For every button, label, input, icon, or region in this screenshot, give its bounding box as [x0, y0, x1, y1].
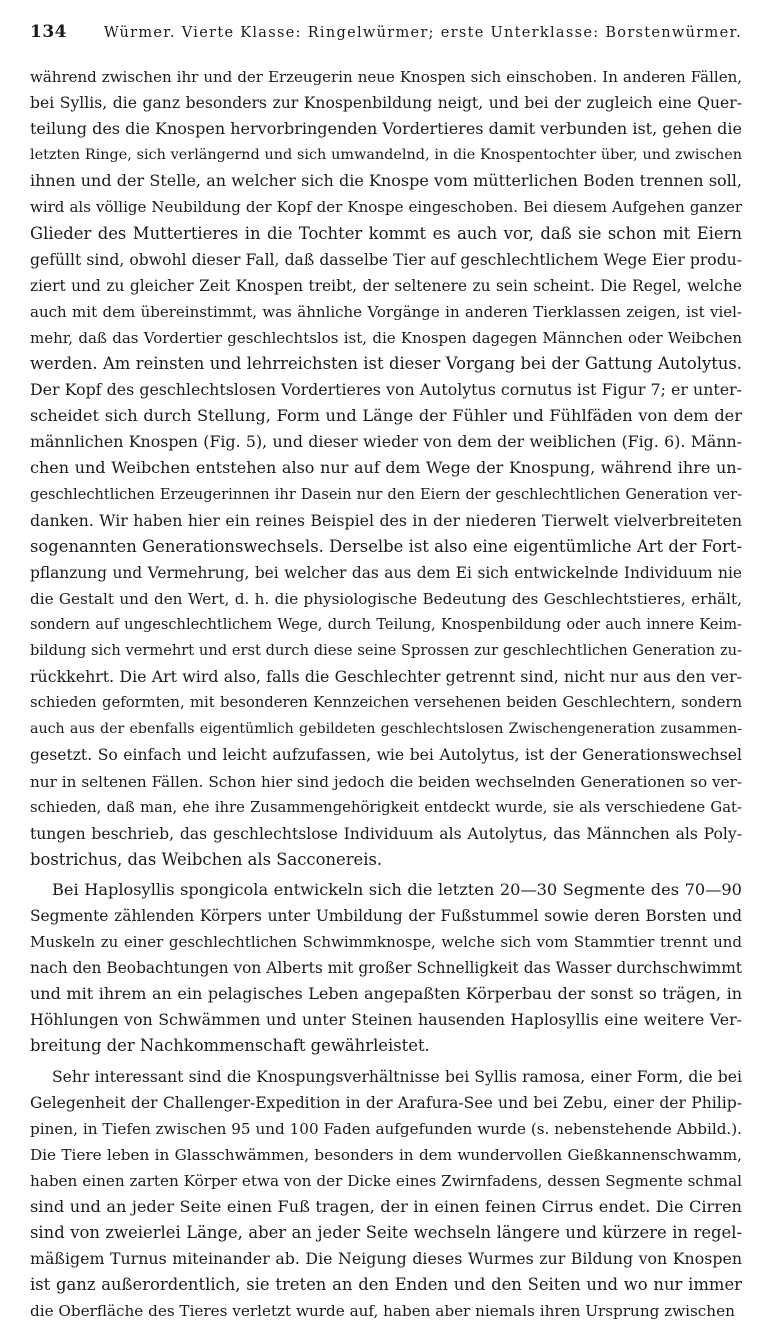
text-line: bildung sich vermehrt und erst durch diese seine Sprossen zur geschlechtlichen Generation zu-	[30, 642, 742, 660]
text-line: wird als völlige Neubildung der Kopf der Knospe eingeschoben. Bei diesem Aufgehen ganzer	[30, 198, 742, 217]
text-line: gesetzt. So einfach und leicht aufzufassen, wie bei Autolytus, ist der Generationswechsel	[30, 746, 742, 765]
text-line: letzten Ringe, sich verlängernd und sich umwandelnd, in die Knospentochter über, und zwischen	[30, 147, 742, 164]
text-line: sondern auf ungeschlechtlichem Wege, durch Teilung, Knospenbildung oder auch innere Keim-	[30, 615, 742, 633]
text-line: Glieder des Muttertieres in die Tochter kommt es auch vor, daß sie schon mit Eiern	[30, 223, 742, 243]
text-line: auch mit dem übereinstimmt, was ähnliche Vorgänge in anderen Tierklassen zeigen, ist viel-	[30, 302, 742, 321]
running-head-title: Würmer. Vierte Klasse: Ringelwürmer; erste Unterklasse: Borstenwürmer.	[103, 25, 742, 41]
text-line: tungen beschrieb, das geschlechtslose Individuum als Autolytus, das Männchen als Poly-	[30, 824, 742, 843]
body-text	[30, 64, 742, 1325]
text-line: rückkehrt. Die Art wird also, falls die Geschlechter getrennt sind, nicht nur aus den ver-	[30, 667, 742, 687]
text-line: breitung der Nachkommenschaft gewährleistet.	[30, 1036, 430, 1056]
text-line: mäßigem Turnus miteinander ab. Die Neigung dieses Wurmes zur Bildung von Knospen	[30, 1249, 742, 1269]
running-head	[30, 22, 742, 50]
text-line: auch aus der ebenfalls eigentümlich gebildeten geschlechtslosen Zwischengeneration zusammen-	[30, 721, 742, 738]
text-line: die Oberfläche des Tieres verletzt wurde auf, haben aber niemals ihren Ursprung zwischen	[30, 1302, 735, 1321]
page-number: 134	[30, 22, 67, 42]
text-line: Die Tiere leben in Glasschwämmen, besonders in dem wundervollen Gießkannenschwamm,	[30, 1145, 742, 1164]
text-line: teilung des die Knospen hervorbringenden Vordertieres damit verbunden ist, gehen die	[30, 119, 742, 139]
text-line: Sehr interessant sind die Knospungsverhältnisse bei Syllis ramosa, einer Form, die bei	[52, 1067, 742, 1086]
text-line: und mit ihrem an ein pelagisches Leben angepaßten Körperbau der sonst so trägen, in	[30, 984, 742, 1004]
text-line: nur in seltenen Fällen. Schon hier sind jedoch die beiden wechselnden Generationen so ver-	[30, 772, 742, 791]
text-line: mehr, daß das Vordertier geschlechtslos ist, die Knospen dagegen Männchen oder Weibchen	[30, 328, 742, 347]
text-line: ist ganz außerordentlich, sie treten an den Enden und den Seiten und wo nur immer	[30, 1275, 742, 1295]
text-line: ihnen und der Stelle, an welcher sich die Knospe vom mütterlichen Boden trennen soll,	[30, 171, 742, 191]
text-line: Segmente zählenden Körpers unter Umbildung der Fußstummel sowie deren Borsten und	[30, 907, 742, 925]
text-line: werden. Am reinsten und lehrreichsten ist dieser Vorgang bei der Gattung Autolytus.	[30, 354, 742, 374]
text-line: sogenannten Generationswechsels. Derselbe ist also eine eigentümliche Art der Fort-	[30, 536, 742, 556]
paragraph	[30, 877, 742, 1060]
text-line: schieden, daß man, ehe ihre Zusammengehörigkeit entdeckt wurde, sie als verschiedene Gat-	[30, 798, 742, 816]
text-line: Bei Haplosyllis spongicola entwickeln sich die letzten 20—30 Segmente des 70—90	[52, 879, 742, 899]
text-line: während zwischen ihr und der Erzeugerin neue Knospen sich einschoben. In anderen Fällen,	[30, 68, 742, 86]
text-line: bostrichus, das Weibchen als Sacconereis.	[30, 849, 383, 869]
text-line: haben einen zarten Körper etwa von der Dicke eines Zwirnfadens, dessen Segmente schmal	[30, 1171, 742, 1190]
text-line: Höhlungen von Schwämmen und unter Steinen hausenden Haplosyllis eine weitere Ver-	[30, 1010, 742, 1030]
text-line: chen und Weibchen entstehen also nur auf dem Wege der Knospung, während ihre un-	[30, 458, 742, 478]
text-line: ziert und zu gleicher Zeit Knospen treibt, der seltenere zu sein scheint. Die Regel, welche	[30, 276, 742, 295]
text-line: sind von zweierlei Länge, aber an jeder Seite wechseln längere und kürzere in regel-	[30, 1223, 742, 1243]
text-line: gefüllt sind, obwohl dieser Fall, daß dasselbe Tier auf geschlechtlichem Wege Eier produ-	[30, 250, 742, 269]
text-line: schieden geformten, mit besonderen Kennzeichen versehenen beiden Geschlechtern, sondern	[30, 694, 742, 712]
text-line: scheidet sich durch Stellung, Form und Länge der Fühler und Fühlfäden von dem der	[30, 406, 742, 426]
text-line: nach den Beobachtungen von Alberts mit großer Schnelligkeit das Wasser durchschwimmt	[30, 959, 742, 978]
text-line: sind und an jeder Seite einen Fuß tragen, der in einen feinen Cirrus endet. Die Cirren	[30, 1197, 742, 1217]
text-line: männlichen Knospen (Fig. 5), und dieser wieder von dem der weiblichen (Fig. 6). Männ-	[30, 432, 742, 452]
book-page	[30, 22, 742, 1325]
text-line: Der Kopf des geschlechtslosen Vordertieres von Autolytus cornutus ist Figur 7; er unter-	[30, 380, 742, 400]
text-line: bei Syllis, die ganz besonders zur Knospenbildung neigt, und bei der zugleich eine Quer-	[30, 94, 742, 113]
text-line: die Gestalt und den Wert, d. h. die physiologische Bedeutung des Geschlechtstieres, erhält,	[30, 589, 742, 608]
text-line: pflanzung und Vermehrung, bei welcher das aus dem Ei sich entwickelnde Individuum nie	[30, 563, 742, 582]
text-line: danken. Wir haben hier ein reines Beispiel des in der niederen Tierwelt vielverbreiteten	[30, 510, 742, 530]
text-line: geschlechtlichen Erzeugerinnen ihr Dasein nur den Eiern der geschlechtlichen Generation ver-	[30, 485, 742, 503]
paragraph	[30, 64, 742, 873]
text-line: Muskeln zu einer geschlechtlichen Schwimmknospe, welche sich vom Stammtier trennt und	[30, 933, 742, 952]
text-line: pinen, in Tiefen zwischen 95 und 100 Faden aufgefunden wurde (s. nebenstehende Abbild.).	[30, 1119, 742, 1138]
paragraph	[30, 1064, 742, 1325]
text-line: Gelegenheit der Challenger-Expedition in der Arafura-See und bei Zebu, einer der Philip-	[30, 1093, 742, 1112]
